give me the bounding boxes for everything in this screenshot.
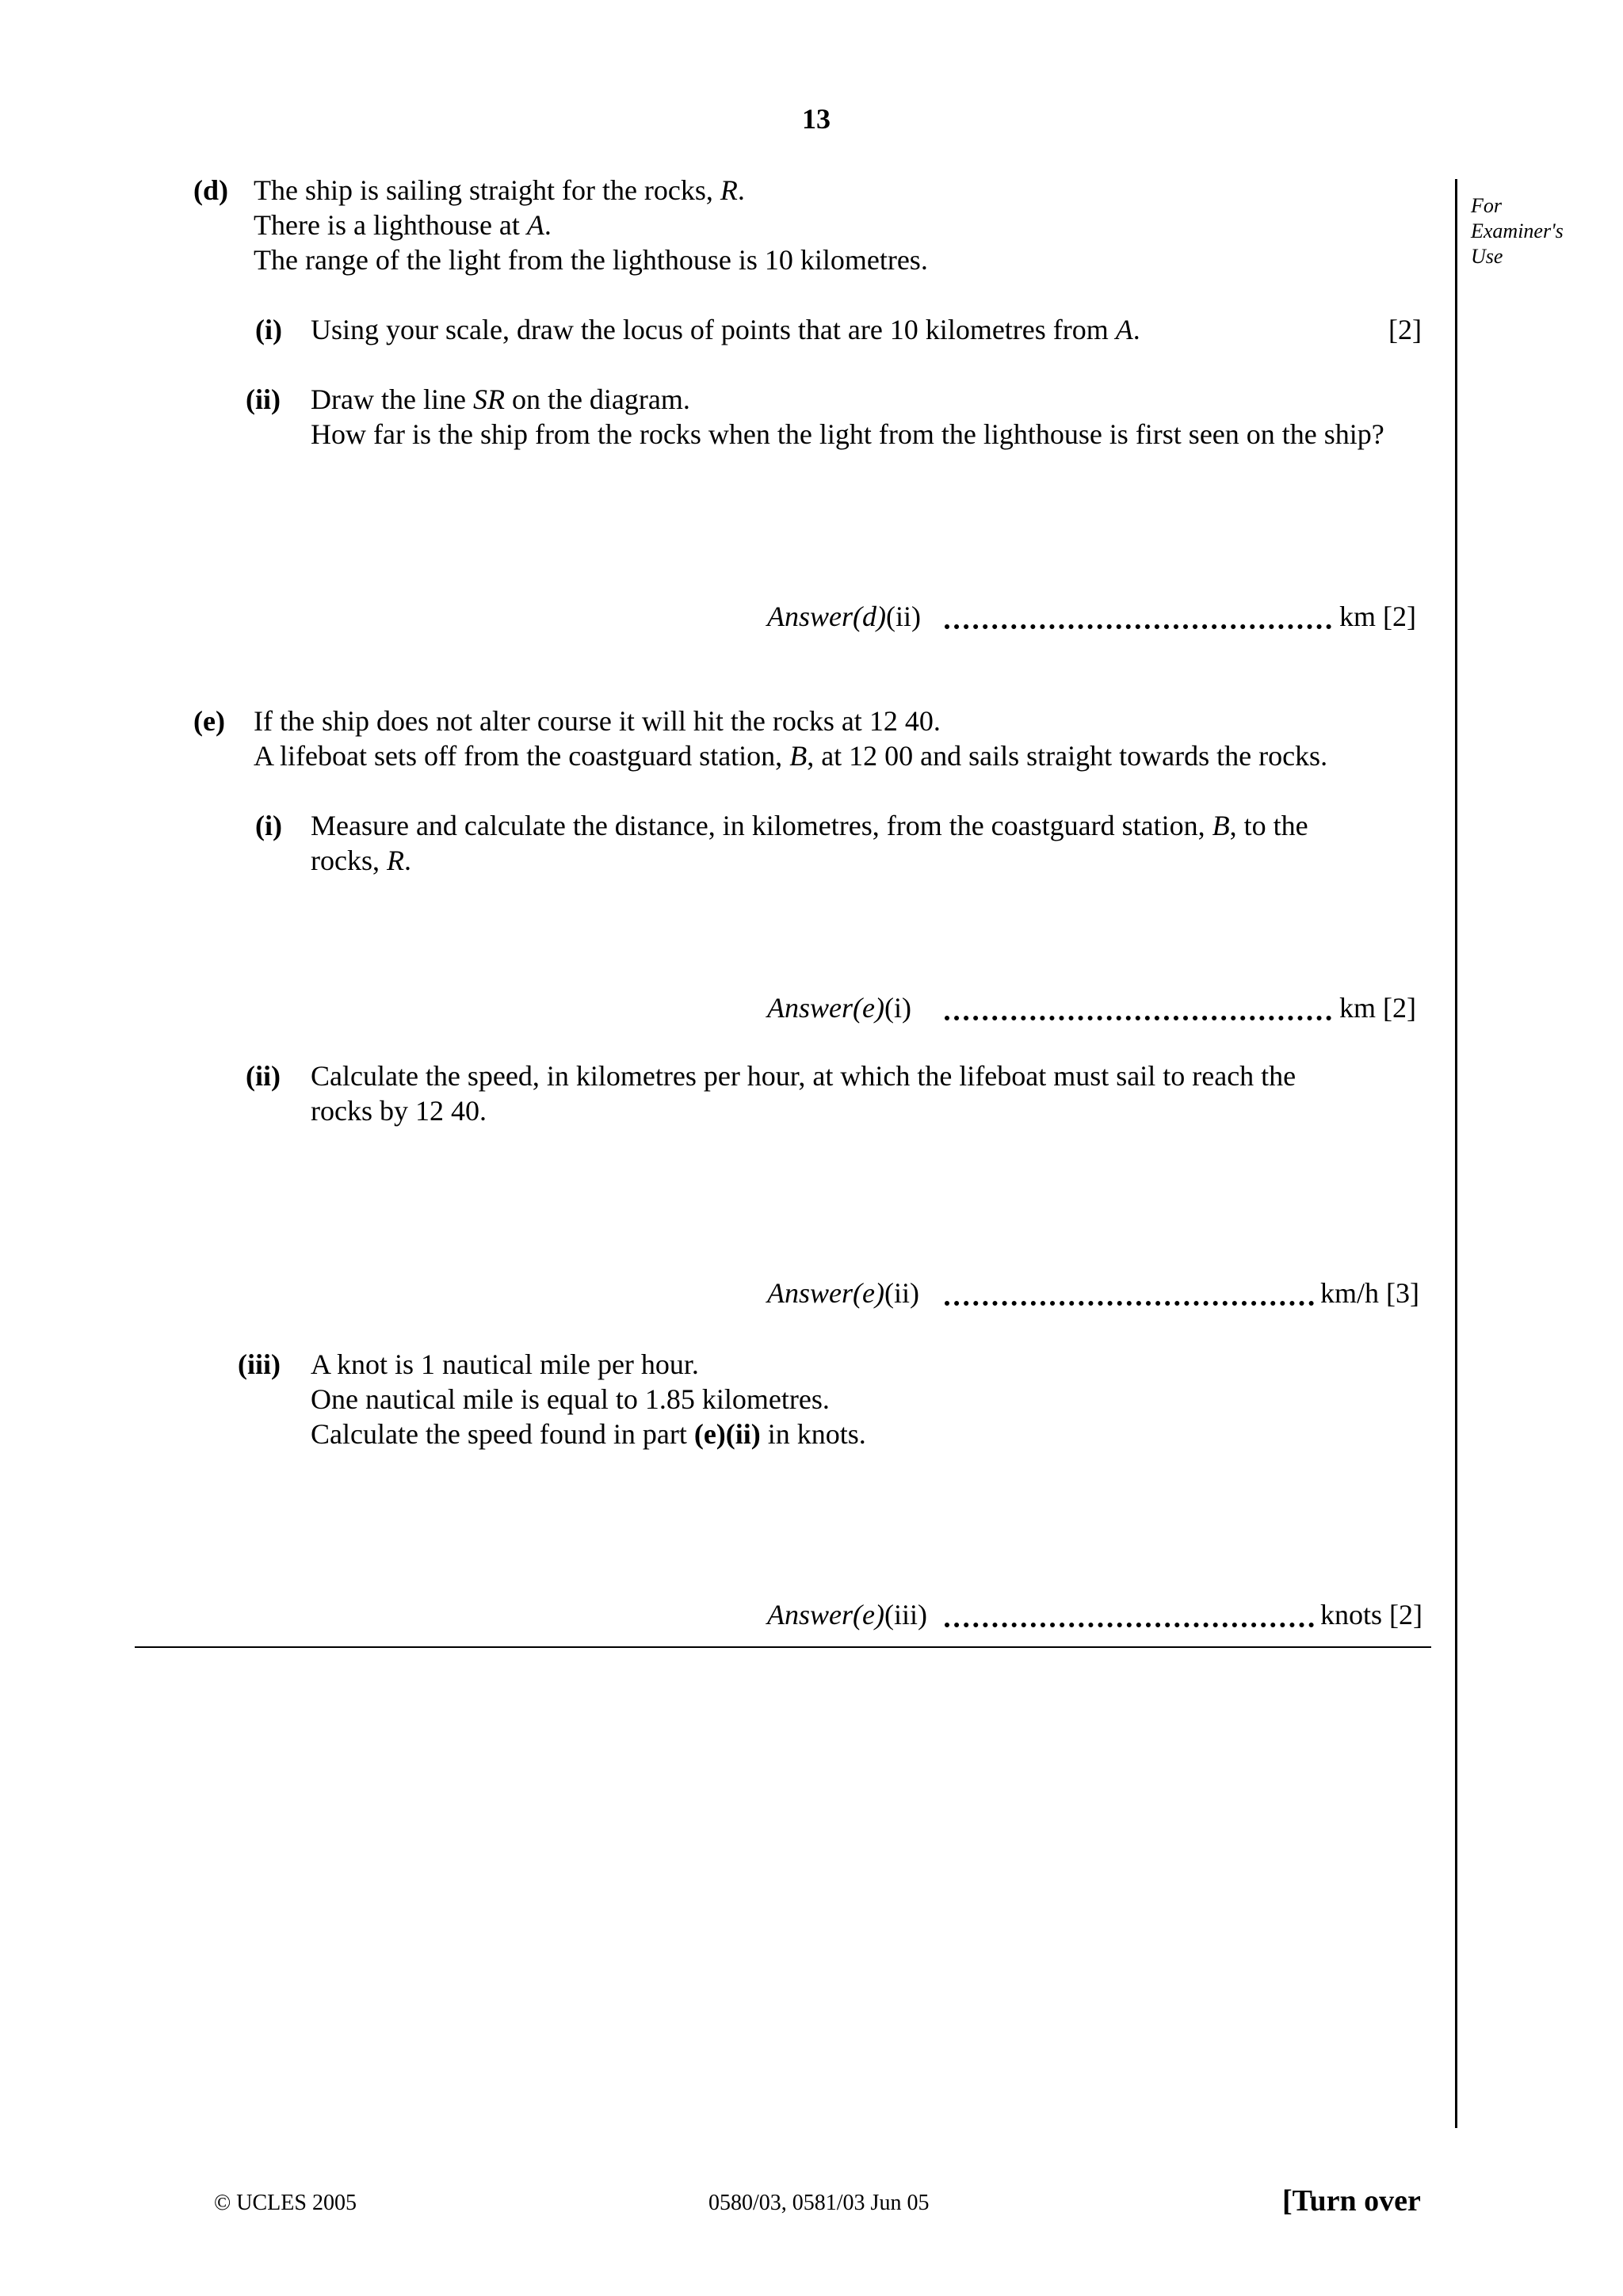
answer-e-ii-label-italic: Answer(e) <box>767 1277 884 1309</box>
part-e-line2-end: , at 12 00 and sails straight towards the rocks. <box>807 740 1328 772</box>
part-d-ii-text <box>311 382 1430 452</box>
part-d-i-marks: [2] <box>1388 314 1422 345</box>
part-d-ii-line1-end: on the diagram. <box>504 383 690 415</box>
part-d-line2-end: . <box>544 209 552 241</box>
part-e-line2 <box>254 738 1327 773</box>
answer-e-ii-label-part: (ii) <box>884 1277 919 1309</box>
part-d-label: (d) <box>193 174 228 206</box>
examiner-margin-label <box>1471 193 1564 269</box>
answer-d-ii-label-part: (ii) <box>885 601 921 632</box>
part-d-line2-text: There is a lighthouse at <box>254 209 527 241</box>
examiner-margin-line3: Use <box>1471 245 1503 268</box>
part-d-i-text-main: Using your scale, draw the locus of points that are 10 kilometres from <box>311 314 1116 345</box>
answer-e-iii-unit-marks <box>1320 1597 1423 1632</box>
part-e-ii-line2: rocks by 12 40. <box>311 1095 487 1127</box>
part-d-ii-line1-text: Draw the line <box>311 383 473 415</box>
part-d-line2 <box>254 208 928 242</box>
part-d-ii-line1 <box>311 382 1430 417</box>
part-e-iii-line1: A knot is 1 nautical mile per hour. <box>311 1348 699 1380</box>
var-SR: SR <box>472 383 505 415</box>
part-e-iii-text <box>311 1347 866 1451</box>
part-e-i-line2-end: . <box>403 845 411 876</box>
part-e-label: (e) <box>193 705 225 737</box>
part-d-line1-end: . <box>737 174 745 206</box>
part-ref-e-ii: (e)(ii) <box>693 1418 761 1450</box>
answer-e-ii-marks: [3] <box>1386 1277 1419 1309</box>
answer-e-i-unit-marks <box>1339 990 1416 1025</box>
var-A: A <box>526 209 544 241</box>
answer-e-ii-unit: km/h <box>1320 1277 1380 1309</box>
part-d-line1-text: The ship is sailing straight for the rocks, <box>254 174 720 206</box>
part-e-ii-text <box>311 1058 1296 1128</box>
part-e-iii-label: (iii) <box>238 1348 281 1380</box>
answer-d-ii-marks: [2] <box>1383 601 1416 632</box>
part-e-i-line2-text: rocks, <box>311 845 387 876</box>
footer-copyright: © UCLES 2005 <box>214 2191 357 2215</box>
answer-e-i-label-italic: Answer(e) <box>767 992 884 1024</box>
part-e-i-text <box>311 808 1308 878</box>
part-d-intro <box>254 173 928 277</box>
part-d-i-text <box>311 312 1140 347</box>
answer-e-iii-label <box>767 1597 927 1632</box>
examiner-margin-line1: For <box>1471 194 1502 217</box>
part-e-ii-label: (ii) <box>246 1060 281 1092</box>
answer-e-iii-field[interactable] <box>945 1623 1314 1627</box>
var-A: A <box>1115 314 1133 345</box>
part-e-i-line2 <box>311 843 1308 878</box>
part-d-line3: The range of the light from the lighthouse is 10 kilometres. <box>254 244 928 276</box>
part-d-ii-line2: How far is the ship from the rocks when the light from the lighthouse is first seen on the ship? <box>311 418 1384 450</box>
footer-turn-over: [Turn over <box>1282 2184 1421 2218</box>
var-R: R <box>720 174 738 206</box>
answer-e-i-unit: km <box>1339 992 1377 1024</box>
answer-d-ii-field[interactable] <box>945 624 1331 629</box>
answer-e-ii-field[interactable] <box>945 1301 1314 1306</box>
examiner-margin-line2: Examiner's <box>1471 219 1564 242</box>
part-e-i-line1-text: Measure and calculate the distance, in kilometres, from the coastguard station, <box>311 810 1212 841</box>
part-d-ii-label: (ii) <box>246 383 281 415</box>
question-end-rule <box>135 1646 1431 1648</box>
answer-d-ii-unit-marks <box>1339 599 1416 634</box>
var-B: B <box>1212 810 1230 841</box>
part-e-iii-line2: One nautical mile is equal to 1.85 kilometres. <box>311 1383 830 1415</box>
part-e-i-line1-end: , to the <box>1229 810 1308 841</box>
answer-d-ii-label-italic: Answer(d) <box>767 601 886 632</box>
answer-d-ii-label <box>767 599 921 634</box>
var-B: B <box>789 740 808 772</box>
part-e-ii-line1: Calculate the speed, in kilometres per hour, at which the lifeboat must sail to reach the <box>311 1060 1296 1092</box>
answer-e-i-label <box>767 990 911 1025</box>
var-R: R <box>386 845 404 876</box>
answer-e-ii-unit-marks <box>1320 1276 1419 1310</box>
part-e-iii-line3-text: Calculate the speed found in part <box>311 1418 694 1450</box>
part-d-i-label: (i) <box>255 314 282 345</box>
part-d-i-text-end: . <box>1132 314 1140 345</box>
part-e-line2-text: A lifeboat sets off from the coastguard station, <box>254 740 790 772</box>
answer-e-i-label-part: (i) <box>884 992 911 1024</box>
footer-paper-code: 0580/03, 0581/03 Jun 05 <box>708 2191 930 2215</box>
answer-e-iii-label-part: (iii) <box>884 1599 927 1630</box>
answer-e-i-field[interactable] <box>945 1016 1331 1020</box>
part-e-i-label: (i) <box>255 810 282 841</box>
page-number: 13 <box>802 103 831 135</box>
examiner-margin-rule <box>1455 179 1457 2128</box>
answer-e-iii-unit: knots <box>1320 1599 1383 1630</box>
part-d-line1 <box>254 173 928 208</box>
answer-e-iii-label-italic: Answer(e) <box>767 1599 884 1630</box>
part-e-intro <box>254 704 1327 773</box>
answer-e-ii-label <box>767 1276 919 1310</box>
part-e-line1: If the ship does not alter course it will hit the rocks at 12 40. <box>254 705 941 737</box>
answer-d-ii-unit: km <box>1339 601 1377 632</box>
answer-e-i-marks: [2] <box>1383 992 1416 1024</box>
answer-e-iii-marks: [2] <box>1389 1599 1423 1630</box>
part-e-i-line1 <box>311 808 1308 843</box>
part-e-iii-line3-end: in knots. <box>760 1418 866 1450</box>
part-e-iii-line3 <box>311 1417 866 1451</box>
